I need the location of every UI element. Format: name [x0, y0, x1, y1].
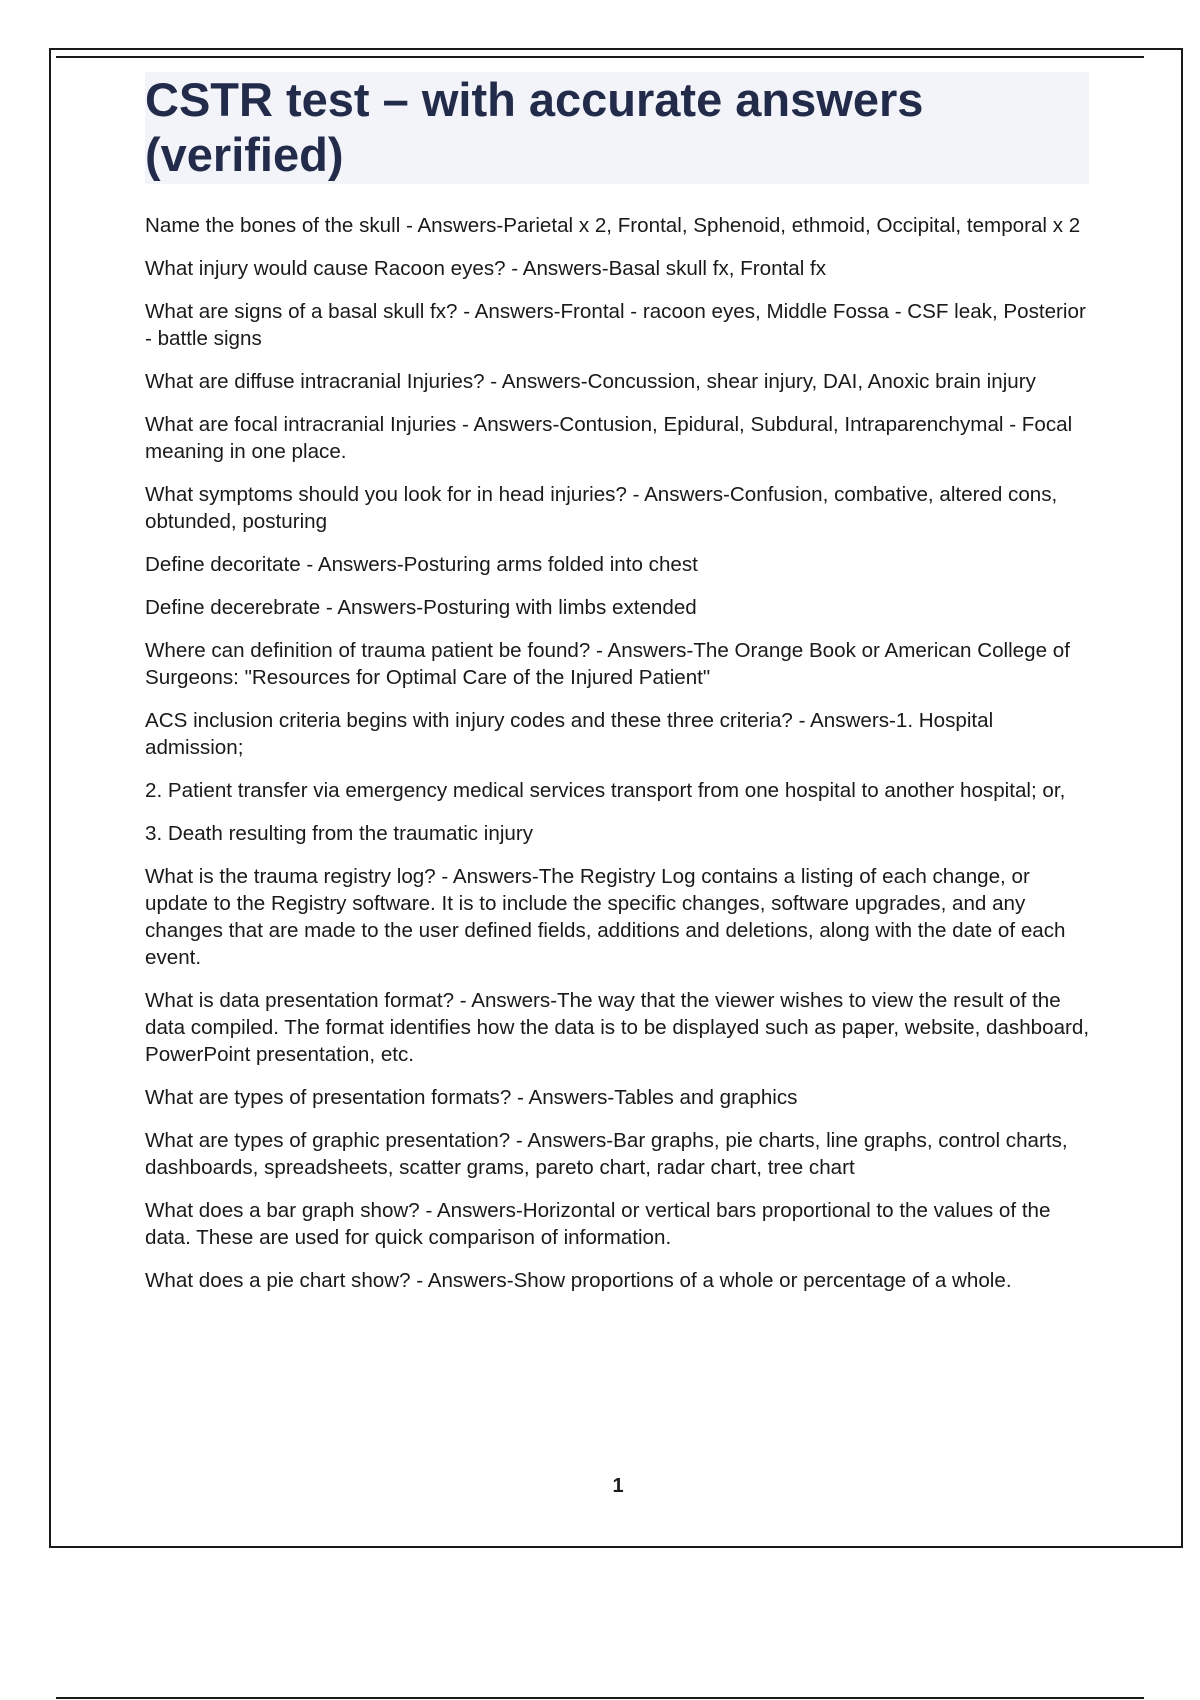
qa-entry: What is data presentation format? - Answers-The way that the viewer wishes to view the result of the data compiled. The format identifies how the data is to be displayed such as paper, website, dashboard, PowerPoint presentation, etc. [145, 989, 1090, 1066]
document-title: CSTR test – with accurate answers (verified) [145, 73, 924, 181]
qa-entry: 3. Death resulting from the traumatic injury [145, 822, 534, 845]
qa-entry: Define decoritate - Answers-Posturing arms folded into chest [145, 553, 698, 576]
qa-entry: Name the bones of the skull - Answers-Parietal x 2, Frontal, Sphenoid, ethmoid, Occipital, temporal x 2 [145, 214, 1081, 237]
qa-entry: What are focal intracranial Injuries - Answers-Contusion, Epidural, Subdural, Intraparenchymal - Focal meaning in one place. [145, 413, 1073, 463]
qa-entry: What symptoms should you look for in head injuries? - Answers-Confusion, combative, altered cons, obtunded, posturing [145, 483, 1058, 533]
bottom-rule [56, 1697, 1144, 1699]
qa-entry: Where can definition of trauma patient be found? - Answers-The Orange Book or American College of Surgeons: "Resources for Optimal Care of the Injured Patient" [145, 639, 1070, 689]
qa-entry: What are diffuse intracranial Injuries? - Answers-Concussion, shear injury, DAI, Anoxic brain injury [145, 370, 1036, 393]
qa-entry: ACS inclusion criteria begins with injury codes and these three criteria? - Answers-1. Hospital admission; [145, 709, 994, 759]
qa-entry: What does a pie chart show? - Answers-Show proportions of a whole or percentage of a whole. [145, 1269, 1012, 1292]
qa-entry: What injury would cause Racoon eyes? - Answers-Basal skull fx, Frontal fx [145, 257, 827, 280]
qa-entry: Define decerebrate - Answers-Posturing with limbs extended [145, 596, 697, 619]
qa-entry: What is the trauma registry log? - Answers-The Registry Log contains a listing of each change, or update to the Registry software. It is to include the specific changes, software upgrades, and any changes that are made to the user defined fields, additions and deletions, along with the date of each event. [145, 865, 1066, 969]
qa-entry: What are types of graphic presentation? - Answers-Bar graphs, pie charts, line graphs, control charts, dashboards, spreadsheets, scatter grams, pareto chart, radar chart, tree chart [145, 1129, 1068, 1179]
qa-entry: What does a bar graph show? - Answers-Horizontal or vertical bars proportional to the values of the data. These are used for quick comparison of information. [145, 1199, 1051, 1249]
qa-entry: What are signs of a basal skull fx? - Answers-Frontal - racoon eyes, Middle Fossa - CSF leak, Posterior - battle signs [145, 300, 1086, 350]
qa-list [145, 212, 1095, 1310]
top-rule [56, 56, 1144, 58]
qa-entry: 2. Patient transfer via emergency medical services transport from one hospital to another hospital; or, [145, 779, 1066, 802]
qa-entry: What are types of presentation formats? - Answers-Tables and graphics [145, 1086, 798, 1109]
page-number: 1 [612, 1475, 624, 1497]
